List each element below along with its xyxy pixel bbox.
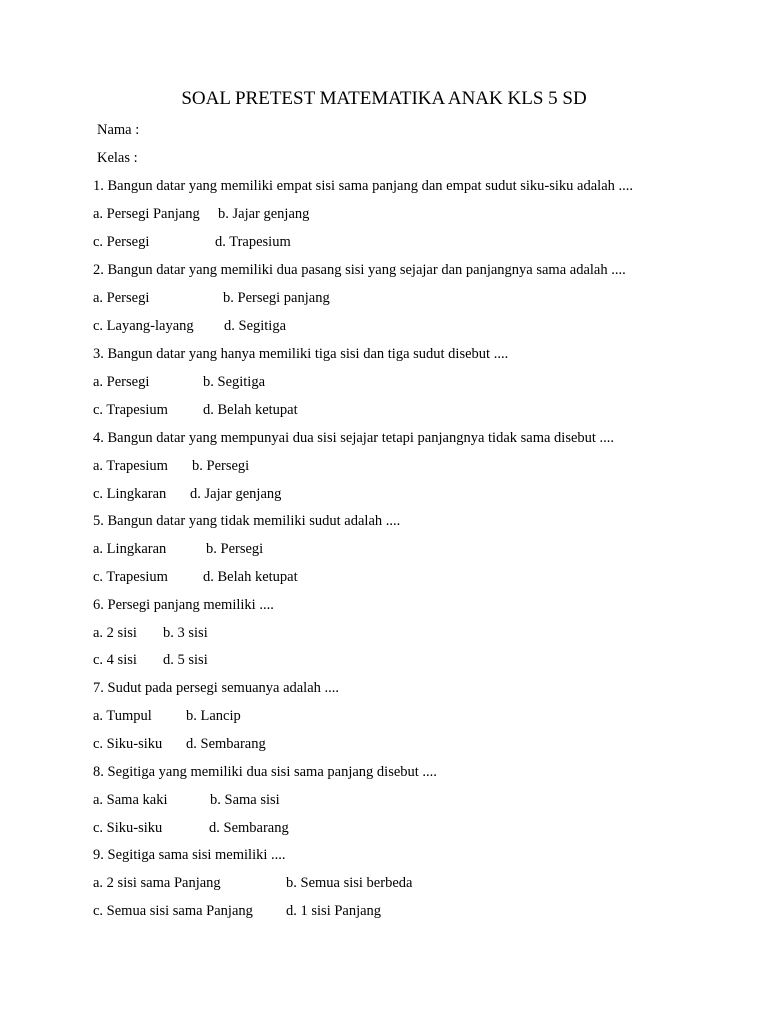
option-b: b. 3 sisi xyxy=(163,625,208,641)
option-d: d. 5 sisi xyxy=(163,652,208,668)
option-c: c. Siku-siku xyxy=(93,736,163,752)
option-b: b. Semua sisi berbeda xyxy=(286,875,413,891)
option-c: c. Trapesium xyxy=(93,569,168,585)
option-a: a. Sama kaki xyxy=(93,792,168,808)
option-b: b. Persegi xyxy=(206,541,264,557)
option-a: a. Persegi Panjang xyxy=(93,206,200,222)
option-b: b. Lancip xyxy=(186,708,241,724)
option-c: c. Lingkaran xyxy=(93,486,167,502)
question-text: 3. Bangun datar yang hanya memiliki tiga sisi dan tiga sudut disebut .... xyxy=(93,346,509,362)
option-c: c. Layang-layang xyxy=(93,318,194,334)
option-d: d. Belah ketupat xyxy=(203,569,298,585)
option-a: a. Tumpul xyxy=(93,708,152,724)
option-c: c. Persegi xyxy=(93,234,150,250)
option-d: d. Belah ketupat xyxy=(203,402,298,418)
option-d: d. Jajar genjang xyxy=(190,486,282,502)
option-b: b. Persegi panjang xyxy=(223,290,330,306)
class-field-label: Kelas : xyxy=(97,150,138,166)
question-text: 4. Bangun datar yang mempunyai dua sisi sejajar tetapi panjangnya tidak sama disebut .... xyxy=(93,430,615,446)
option-b: b. Segitiga xyxy=(203,374,266,390)
option-b: b. Sama sisi xyxy=(210,792,280,808)
option-d: d. 1 sisi Panjang xyxy=(286,903,382,919)
option-d: d. Trapesium xyxy=(215,234,291,250)
question-text: 9. Segitiga sama sisi memiliki .... xyxy=(93,847,286,863)
question-text: 8. Segitiga yang memiliki dua sisi sama panjang disebut .... xyxy=(93,764,437,780)
option-b: b. Jajar genjang xyxy=(218,206,310,222)
option-c: c. Trapesium xyxy=(93,402,168,418)
question-text: 1. Bangun datar yang memiliki empat sisi sama panjang dan empat sudut siku-siku adalah .... xyxy=(93,178,634,194)
option-d: d. Segitiga xyxy=(224,318,287,334)
option-c: c. Siku-siku xyxy=(93,820,163,836)
option-a: a. Trapesium xyxy=(93,458,168,474)
option-a: a. Lingkaran xyxy=(93,541,167,557)
option-a: a. Persegi xyxy=(93,374,150,390)
question-text: 6. Persegi panjang memiliki .... xyxy=(93,597,274,613)
document-title: SOAL PRETEST MATEMATIKA ANAK KLS 5 SD xyxy=(181,88,587,109)
question-text: 5. Bangun datar yang tidak memiliki sudut adalah .... xyxy=(93,513,401,529)
option-c: c. 4 sisi xyxy=(93,652,137,668)
question-text: 7. Sudut pada persegi semuanya adalah .... xyxy=(93,680,340,696)
option-a: a. 2 sisi xyxy=(93,625,137,641)
option-b: b. Persegi xyxy=(192,458,250,474)
option-d: d. Sembarang xyxy=(209,820,289,836)
name-field-label: Nama : xyxy=(97,122,140,138)
option-a: a. 2 sisi sama Panjang xyxy=(93,875,221,891)
option-c: c. Semua sisi sama Panjang xyxy=(93,903,253,919)
option-a: a. Persegi xyxy=(93,290,150,306)
question-text: 2. Bangun datar yang memiliki dua pasang sisi yang sejajar dan panjangnya sama adalah .... xyxy=(93,262,626,278)
option-d: d. Sembarang xyxy=(186,736,266,752)
